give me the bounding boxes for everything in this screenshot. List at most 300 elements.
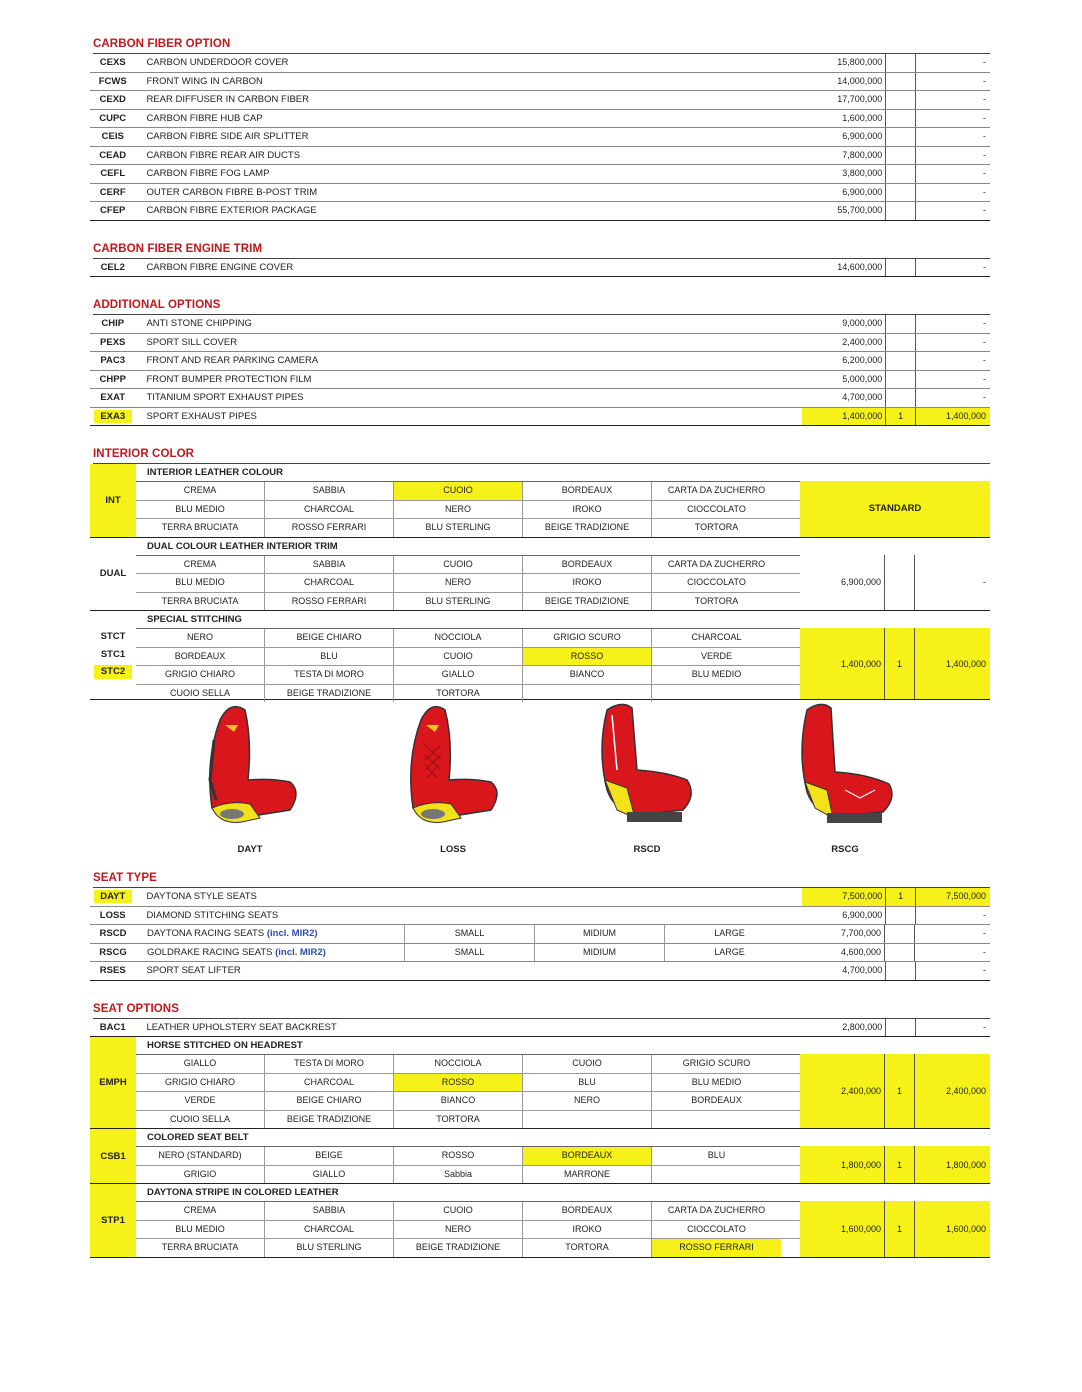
color-option: Sabbia (394, 1166, 523, 1184)
price: 4,700,000 (802, 389, 886, 407)
total: - (983, 373, 986, 384)
quantity (886, 389, 916, 407)
total: - (983, 168, 986, 178)
color-option: CHARCOAL (691, 632, 742, 642)
color-option: NERO (STANDARD) (136, 1147, 265, 1165)
quantity (886, 352, 916, 370)
option-description: SPORT EXHAUST PIPES (146, 410, 257, 422)
total: 2,400,000 (945, 1086, 986, 1096)
size-medium: MIDIUM (534, 925, 664, 943)
total: - (983, 261, 986, 272)
option-code: RSCD (99, 928, 127, 939)
color-option: BORDEAUX (691, 1095, 742, 1105)
option-row (90, 371, 990, 390)
option-description: CARBON FIBRE HUB CAP (146, 112, 263, 124)
quantity (886, 147, 916, 165)
size-small: SMALL (404, 944, 534, 962)
color-option: BLU (707, 1150, 726, 1160)
quantity (886, 1019, 916, 1037)
color-option: TORTORA (694, 595, 739, 606)
price: 17,700,000 (802, 91, 886, 109)
quantity (886, 54, 916, 72)
interior-int-block (90, 464, 990, 538)
color-option: BEIGE TRADIZIONE (523, 519, 652, 537)
color-option: TORTORA (523, 1239, 652, 1257)
color-option: BLU STERLING (265, 1239, 394, 1257)
color-grid (136, 556, 800, 611)
quantity (886, 962, 916, 980)
color-option: BORDEAUX (523, 556, 652, 574)
option-note: (incl. MIR2) (275, 946, 326, 958)
color-option: BLU MEDIO (136, 501, 265, 519)
color-option: GRIGIO SCURO (523, 629, 652, 647)
option-code: CUPC (99, 112, 127, 124)
option-description: OUTER CARBON FIBRE B-POST TRIM (146, 186, 318, 198)
color-option: BIANCO (523, 666, 652, 684)
size-small: SMALL (404, 925, 534, 943)
color-option: BLU (523, 1074, 652, 1092)
option-description: TITANIUM SPORT EXHAUST PIPES (146, 392, 304, 403)
color-option: TORTORA (394, 685, 523, 703)
option-description: CARBON UNDERDOOR COVER (146, 57, 289, 68)
section-title-seat-options: SEAT OPTIONS (93, 1001, 990, 1019)
price: 1,600,000 (800, 1201, 885, 1257)
color-option: BLU MEDIO (691, 1076, 742, 1087)
interior-dual-block (90, 538, 990, 612)
option-code: CSB1 (90, 1129, 136, 1183)
color-option: NERO (394, 1221, 523, 1239)
color-option: NERO (523, 1092, 652, 1110)
option-code: RSES (99, 965, 126, 976)
color-option: BEIGE TRADIZIONE (265, 1111, 394, 1129)
option-code: STC1 (100, 648, 126, 660)
price: 6,900,000 (800, 555, 885, 611)
color-row (136, 1147, 800, 1166)
price: 7,800,000 (802, 147, 886, 165)
color-option: BORDEAUX (523, 482, 652, 500)
price: 2,800,000 (802, 1019, 886, 1037)
quantity (886, 371, 916, 389)
seat-csb1-block (90, 1129, 990, 1184)
seat-rscg (780, 700, 910, 855)
quantity (886, 184, 916, 202)
option-row (90, 962, 990, 981)
color-row (136, 1074, 800, 1093)
quantity (886, 128, 916, 146)
color-grid (136, 1147, 800, 1183)
color-row (136, 1055, 800, 1074)
color-option: ROSSO FERRARI (265, 593, 394, 611)
color-option: GRIGIO CHIARO (136, 1074, 265, 1092)
color-option: NOCCIOLA (394, 1055, 523, 1073)
option-row (90, 925, 990, 944)
total: - (983, 318, 986, 328)
color-option: CIOCCOLATO (687, 577, 746, 587)
color-option: IROKO (523, 574, 652, 592)
price: 2,400,000 (802, 334, 886, 352)
seat-label: LOSS (440, 844, 466, 855)
option-row (90, 184, 990, 203)
color-option: TORTORA (394, 1111, 523, 1129)
option-code: BAC1 (99, 1021, 126, 1033)
seat-label: DAYT (237, 844, 263, 855)
total: - (983, 57, 986, 67)
size-large: LARGE (664, 925, 794, 943)
total: - (983, 909, 986, 920)
option-row (90, 352, 990, 371)
color-row (136, 648, 800, 667)
price-sheet (90, 36, 990, 1258)
quantity (885, 944, 915, 962)
quantity: 1 (886, 408, 916, 426)
quantity: 1 (886, 888, 916, 906)
price: 6,900,000 (802, 128, 886, 146)
option-row (90, 128, 990, 147)
color-row (136, 1166, 800, 1184)
color-option-selected: ROSSO (523, 648, 652, 666)
group-heading: HORSE STITCHED ON HEADREST (136, 1037, 800, 1055)
color-option: BEIGE CHIARO (265, 629, 394, 647)
color-row (136, 519, 800, 537)
price: 1,400,000 (802, 408, 886, 426)
option-row (90, 202, 990, 221)
color-option: CUOIO (523, 1055, 652, 1073)
color-option: TESTA DI MORO (265, 1055, 394, 1073)
option-description: CARBON FIBRE FOG LAMP (146, 168, 270, 179)
color-option: BLU MEDIO (691, 669, 742, 679)
option-code: CEAD (99, 149, 127, 161)
color-option-selected: CUOIO (394, 482, 523, 500)
option-code: CHIP (101, 318, 125, 329)
seat-loss (388, 700, 518, 855)
option-code: CEXD (99, 94, 126, 105)
color-option: NERO (394, 574, 523, 592)
group-heading: INTERIOR LEATHER COLOUR (136, 464, 800, 482)
color-option: CREMA (136, 482, 265, 500)
quantity: 1 (885, 1054, 915, 1128)
color-option: GRIGIO CHIARO (136, 666, 265, 684)
option-code-selected: DAYT (94, 890, 132, 903)
total: - (983, 75, 986, 86)
total: - (983, 928, 986, 938)
option-row (90, 73, 990, 92)
price: 55,700,000 (802, 202, 886, 220)
color-option: VERDE (700, 650, 732, 661)
option-description: DIAMOND STITCHING SEATS (146, 909, 279, 921)
total: - (983, 1021, 986, 1032)
option-description: CARBON FIBRE ENGINE COVER (146, 261, 294, 273)
option-row (90, 165, 990, 184)
color-option: ROSSO (394, 1147, 523, 1165)
option-code: CEL2 (100, 261, 125, 273)
quantity (885, 555, 915, 611)
seat-rscd-icon (587, 700, 707, 840)
color-option: CARTA DA ZUCHERRO (667, 485, 766, 495)
option-code: CFEP (100, 205, 126, 216)
color-option: TERRA BRUCIATA (136, 519, 265, 537)
color-grid (136, 1202, 800, 1257)
color-option: GIALLO (394, 666, 523, 684)
additional-options-table (90, 315, 990, 426)
price: 1,800,000 (800, 1146, 885, 1183)
color-row (136, 482, 800, 501)
quantity (885, 925, 915, 943)
color-option: BEIGE (265, 1147, 394, 1165)
option-description: FRONT AND REAR PARKING CAMERA (146, 355, 319, 366)
color-row (136, 1221, 800, 1240)
quantity (886, 202, 916, 220)
engine-trim-table (90, 259, 990, 278)
color-row (136, 666, 800, 685)
price: 1,400,000 (800, 628, 885, 699)
seat-label: RSCD (633, 844, 661, 855)
color-option: CHARCOAL (265, 1221, 394, 1239)
quantity (886, 91, 916, 109)
color-option: CUOIO SELLA (136, 1111, 265, 1129)
seat-rscd (582, 700, 712, 855)
color-option: NERO (394, 501, 523, 519)
option-description: DAYTONA RACING SEATS (147, 928, 265, 939)
quantity (886, 165, 916, 183)
color-option: CARTA DA ZUCHERRO (667, 1205, 766, 1215)
option-code: PAC3 (100, 355, 126, 366)
option-code: PEXS (100, 336, 126, 348)
option-row (90, 389, 990, 408)
color-option: CARTA DA ZUCHERRO (667, 558, 766, 569)
price: 2,400,000 (800, 1054, 885, 1128)
color-option: IROKO (523, 1221, 652, 1239)
color-option: GRIGIO (136, 1166, 265, 1184)
option-row (90, 907, 990, 926)
option-description: LEATHER UPHOLSTERY SEAT BACKREST (146, 1021, 337, 1033)
color-option: CUOIO (394, 556, 523, 574)
option-code: CEIS (101, 131, 124, 142)
section-title-additional: ADDITIONAL OPTIONS (93, 297, 990, 315)
group-heading: COLORED SEAT BELT (136, 1129, 800, 1147)
option-row (90, 147, 990, 166)
total: 1,400,000 (916, 408, 990, 426)
group-heading: DAYTONA STRIPE IN COLORED LEATHER (136, 1184, 800, 1202)
seat-rscg-icon (785, 700, 905, 840)
color-option (523, 1111, 652, 1129)
option-description: DAYTONA STYLE SEATS (146, 891, 257, 902)
option-note: (incl. MIR2) (266, 928, 318, 939)
size-medium: MIDIUM (534, 944, 664, 962)
color-option: CUOIO (394, 1202, 523, 1220)
price: 7,500,000 (802, 888, 886, 906)
total: - (983, 149, 986, 160)
price: 9,000,000 (802, 315, 886, 333)
total: - (983, 946, 986, 957)
color-option: CHARCOAL (265, 1074, 394, 1092)
seat-stp1-block (90, 1184, 990, 1258)
section-title-carbon: CARBON FIBER OPTION (93, 36, 990, 54)
price: 15,800,000 (802, 54, 886, 72)
color-option: BEIGE TRADIZIONE (523, 593, 652, 611)
option-row (90, 944, 990, 963)
color-option: BORDEAUX (523, 1202, 652, 1220)
color-option: TESTA DI MORO (265, 666, 394, 684)
price: 3,800,000 (802, 165, 886, 183)
quantity (886, 73, 916, 91)
color-option: GIALLO (136, 1055, 265, 1073)
total: - (983, 577, 986, 588)
color-option: IROKO (523, 501, 652, 519)
color-option: BLU (265, 648, 394, 666)
color-row (136, 1239, 800, 1257)
option-description: SPORT SEAT LIFTER (146, 965, 241, 976)
option-code: DUAL (99, 568, 127, 580)
color-option: BLU MEDIO (136, 574, 265, 592)
color-option: NOCCIOLA (394, 629, 523, 647)
option-row (90, 1019, 990, 1038)
color-row (136, 556, 800, 575)
color-option-selected: ROSSO FERRARI (652, 1239, 781, 1257)
total: - (983, 392, 986, 402)
option-row (90, 408, 990, 427)
quantity (886, 110, 916, 128)
seat-dayt-icon (190, 700, 310, 840)
color-option: CUOIO SELLA (136, 685, 265, 703)
price: 6,900,000 (802, 184, 886, 202)
seat-loss-icon (393, 700, 513, 840)
price: 5,000,000 (802, 371, 886, 389)
color-option: BIANCO (394, 1092, 523, 1110)
color-option: VERDE (136, 1092, 265, 1110)
color-option: CREMA (136, 1202, 265, 1220)
color-grid (136, 482, 800, 537)
color-option: BEIGE TRADIZIONE (265, 685, 394, 703)
color-row (136, 1202, 800, 1221)
color-option: CIOCCOLATO (687, 503, 746, 514)
total: - (983, 355, 986, 365)
group-heading: SPECIAL STITCHING (136, 611, 800, 629)
total: - (983, 336, 986, 347)
seat-emph-block (90, 1037, 990, 1129)
option-code: RSCG (99, 946, 127, 958)
quantity (886, 907, 916, 925)
total: - (983, 94, 986, 104)
color-row (136, 1092, 800, 1111)
quantity (886, 315, 916, 333)
option-description: FRONT BUMPER PROTECTION FILM (146, 373, 312, 385)
section-title-engine: CARBON FIBER ENGINE TRIM (93, 241, 990, 259)
group-heading: DUAL COLOUR LEATHER INTERIOR TRIM (136, 538, 800, 556)
color-option: NERO (136, 629, 265, 647)
color-option: TERRA BRUCIATA (136, 593, 265, 611)
seat-type-table (90, 888, 990, 981)
size-large: LARGE (664, 944, 794, 962)
total: 1,800,000 (945, 1159, 986, 1170)
interior-stitch-block (90, 611, 990, 700)
color-option: CHARCOAL (265, 501, 394, 519)
option-code: STP1 (90, 1184, 136, 1257)
option-description: GOLDRAKE RACING SEATS (147, 946, 273, 958)
option-row (90, 110, 990, 129)
quantity (886, 334, 916, 352)
quantity: 1 (885, 1146, 915, 1183)
price: 1,600,000 (802, 110, 886, 128)
color-option: BLU MEDIO (136, 1221, 265, 1239)
color-option: CHARCOAL (265, 574, 394, 592)
color-option: SABBIA (265, 556, 394, 574)
option-description: CARBON FIBRE SIDE AIR SPLITTER (146, 131, 309, 142)
color-option: TORTORA (694, 522, 739, 532)
price: 4,600,000 (800, 944, 885, 962)
option-code: FCWS (98, 75, 127, 87)
price: 14,000,000 (802, 73, 886, 91)
standard-badge: STANDARD (800, 481, 990, 537)
price: 6,900,000 (802, 907, 886, 925)
color-option: BORDEAUX (136, 648, 265, 666)
price: 7,700,000 (800, 925, 885, 943)
quantity (886, 259, 916, 277)
color-row (136, 501, 800, 520)
color-option: CIOCCOLATO (687, 1223, 746, 1234)
option-code-selected: EXA3 (94, 410, 132, 423)
color-option (652, 1166, 781, 1184)
option-code-selected: STC2 (94, 665, 132, 679)
color-option-selected: ROSSO (394, 1074, 523, 1092)
option-code: EXAT (100, 392, 126, 403)
color-option: TERRA BRUCIATA (136, 1239, 265, 1257)
option-row (90, 334, 990, 353)
option-row (90, 54, 990, 73)
total: 1,600,000 (945, 1223, 986, 1234)
option-description: CARBON FIBRE EXTERIOR PACKAGE (146, 205, 317, 216)
section-title-interior: INTERIOR COLOR (93, 446, 990, 464)
color-row (136, 593, 800, 611)
color-row (136, 574, 800, 593)
option-description: REAR DIFFUSER IN CARBON FIBER (146, 94, 310, 105)
seat-label: RSCG (831, 844, 859, 855)
quantity: 1 (885, 628, 915, 699)
option-row (90, 259, 990, 278)
total: - (983, 205, 986, 215)
color-option: GRIGIO SCURO (682, 1058, 751, 1068)
carbon-option-table (90, 54, 990, 221)
color-row (136, 1111, 800, 1129)
option-row (90, 315, 990, 334)
option-description: SPORT SILL COVER (146, 336, 238, 348)
color-option: GIALLO (265, 1166, 394, 1184)
option-code: STCT (100, 631, 126, 642)
option-code: CHPP (99, 373, 126, 385)
color-option: BEIGE CHIARO (265, 1092, 394, 1110)
option-description: CARBON FIBRE REAR AIR DUCTS (146, 149, 301, 161)
color-option: CUOIO (394, 648, 523, 666)
option-code: LOSS (99, 909, 126, 921)
price: 6,200,000 (802, 352, 886, 370)
option-code: EMPH (90, 1037, 136, 1128)
price: 14,600,000 (802, 259, 886, 277)
color-option: SABBIA (265, 1202, 394, 1220)
total: - (983, 112, 986, 123)
option-description: ANTI STONE CHIPPING (146, 318, 252, 329)
quantity: 1 (885, 1201, 915, 1257)
stitch-codes (90, 628, 136, 699)
color-option: BEIGE TRADIZIONE (394, 1239, 523, 1257)
color-option: MARRONE (523, 1166, 652, 1184)
color-option: BLU STERLING (394, 593, 523, 611)
color-option: SABBIA (265, 482, 394, 500)
color-row (136, 629, 800, 648)
option-row (90, 888, 990, 907)
total: - (983, 965, 986, 975)
option-description: FRONT WING IN CARBON (146, 75, 263, 87)
color-option-selected: BORDEAUX (523, 1147, 652, 1165)
total: - (983, 131, 986, 141)
